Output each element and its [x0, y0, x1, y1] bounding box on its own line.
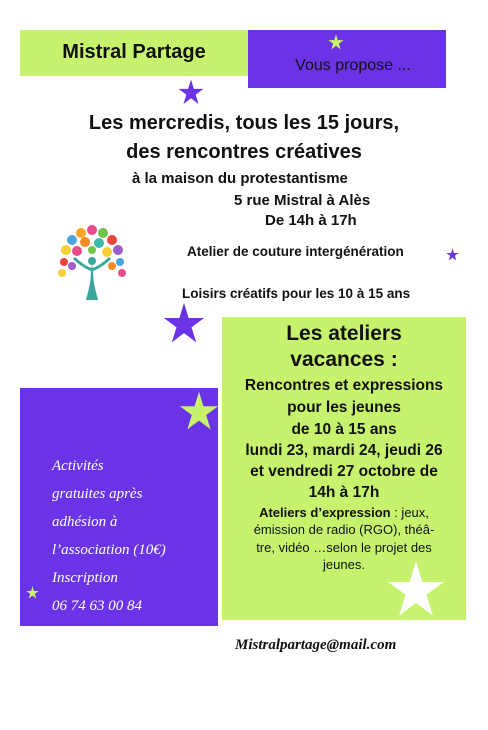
activity-couture: Atelier de couture intergénération — [187, 244, 404, 259]
vacances-sub-1: Rencontres et expressions — [244, 377, 444, 394]
expr-label: Ateliers d’expression — [259, 505, 391, 520]
star-icon — [178, 391, 220, 431]
star-icon — [26, 586, 39, 599]
vacances-expr-line-1 — [222, 505, 466, 520]
star-icon — [446, 248, 459, 261]
info-line-2: gratuites après — [52, 486, 143, 502]
intro-line-2: des rencontres créatives — [126, 141, 362, 163]
intro-address: 5 rue Mistral à Alès — [234, 192, 371, 209]
hand-tree-icon — [52, 218, 132, 302]
vacances-dates-3: 14h à 17h — [308, 484, 380, 501]
activity-loisirs: Loisirs créatifs pour les 10 à 15 ans — [182, 286, 411, 301]
vacances-dates-2: et vendredi 27 octobre de — [250, 463, 438, 480]
info-line-3: adhésion à — [52, 514, 118, 530]
info-text — [52, 452, 166, 620]
star-icon — [162, 302, 206, 344]
vacances-title-2: vacances : — [290, 348, 398, 371]
intro-line-1: Les mercredis, tous les 15 jours, — [88, 112, 400, 134]
vacances-expr-line-2: émission de radio (RGO), théâ- — [253, 522, 435, 537]
org-name: Mistral Partage — [62, 41, 206, 63]
star-icon — [387, 560, 445, 618]
info-line-4: l’association (10€) — [52, 542, 166, 558]
star-icon — [178, 79, 204, 105]
vacances-sub-2: pour les jeunes — [287, 399, 401, 416]
expr-text-1: : jeux, — [390, 505, 429, 520]
tagline: Vous propose ... — [295, 57, 411, 74]
info-line-1: Activités — [52, 458, 104, 474]
contact-email-link[interactable]: Mistralpartage@mail.com — [235, 637, 397, 653]
info-line-5: Inscription — [52, 570, 118, 586]
star-icon — [328, 34, 344, 50]
vacances-expr-line-3: tre, vidéo …selon le projet des — [256, 540, 432, 555]
vacances-sub-3: de 10 à 15 ans — [291, 421, 397, 438]
vacances-dates-1: lundi 23, mardi 24, jeudi 26 — [245, 442, 443, 459]
vacances-title-1: Les ateliers — [286, 322, 402, 345]
intro-hours: De 14h à 17h — [265, 212, 357, 229]
info-phone: 06 74 63 00 84 — [52, 598, 142, 614]
vacances-expr-line-4: jeunes. — [323, 557, 365, 572]
intro-line-3: à la maison du protestantisme — [132, 170, 348, 187]
